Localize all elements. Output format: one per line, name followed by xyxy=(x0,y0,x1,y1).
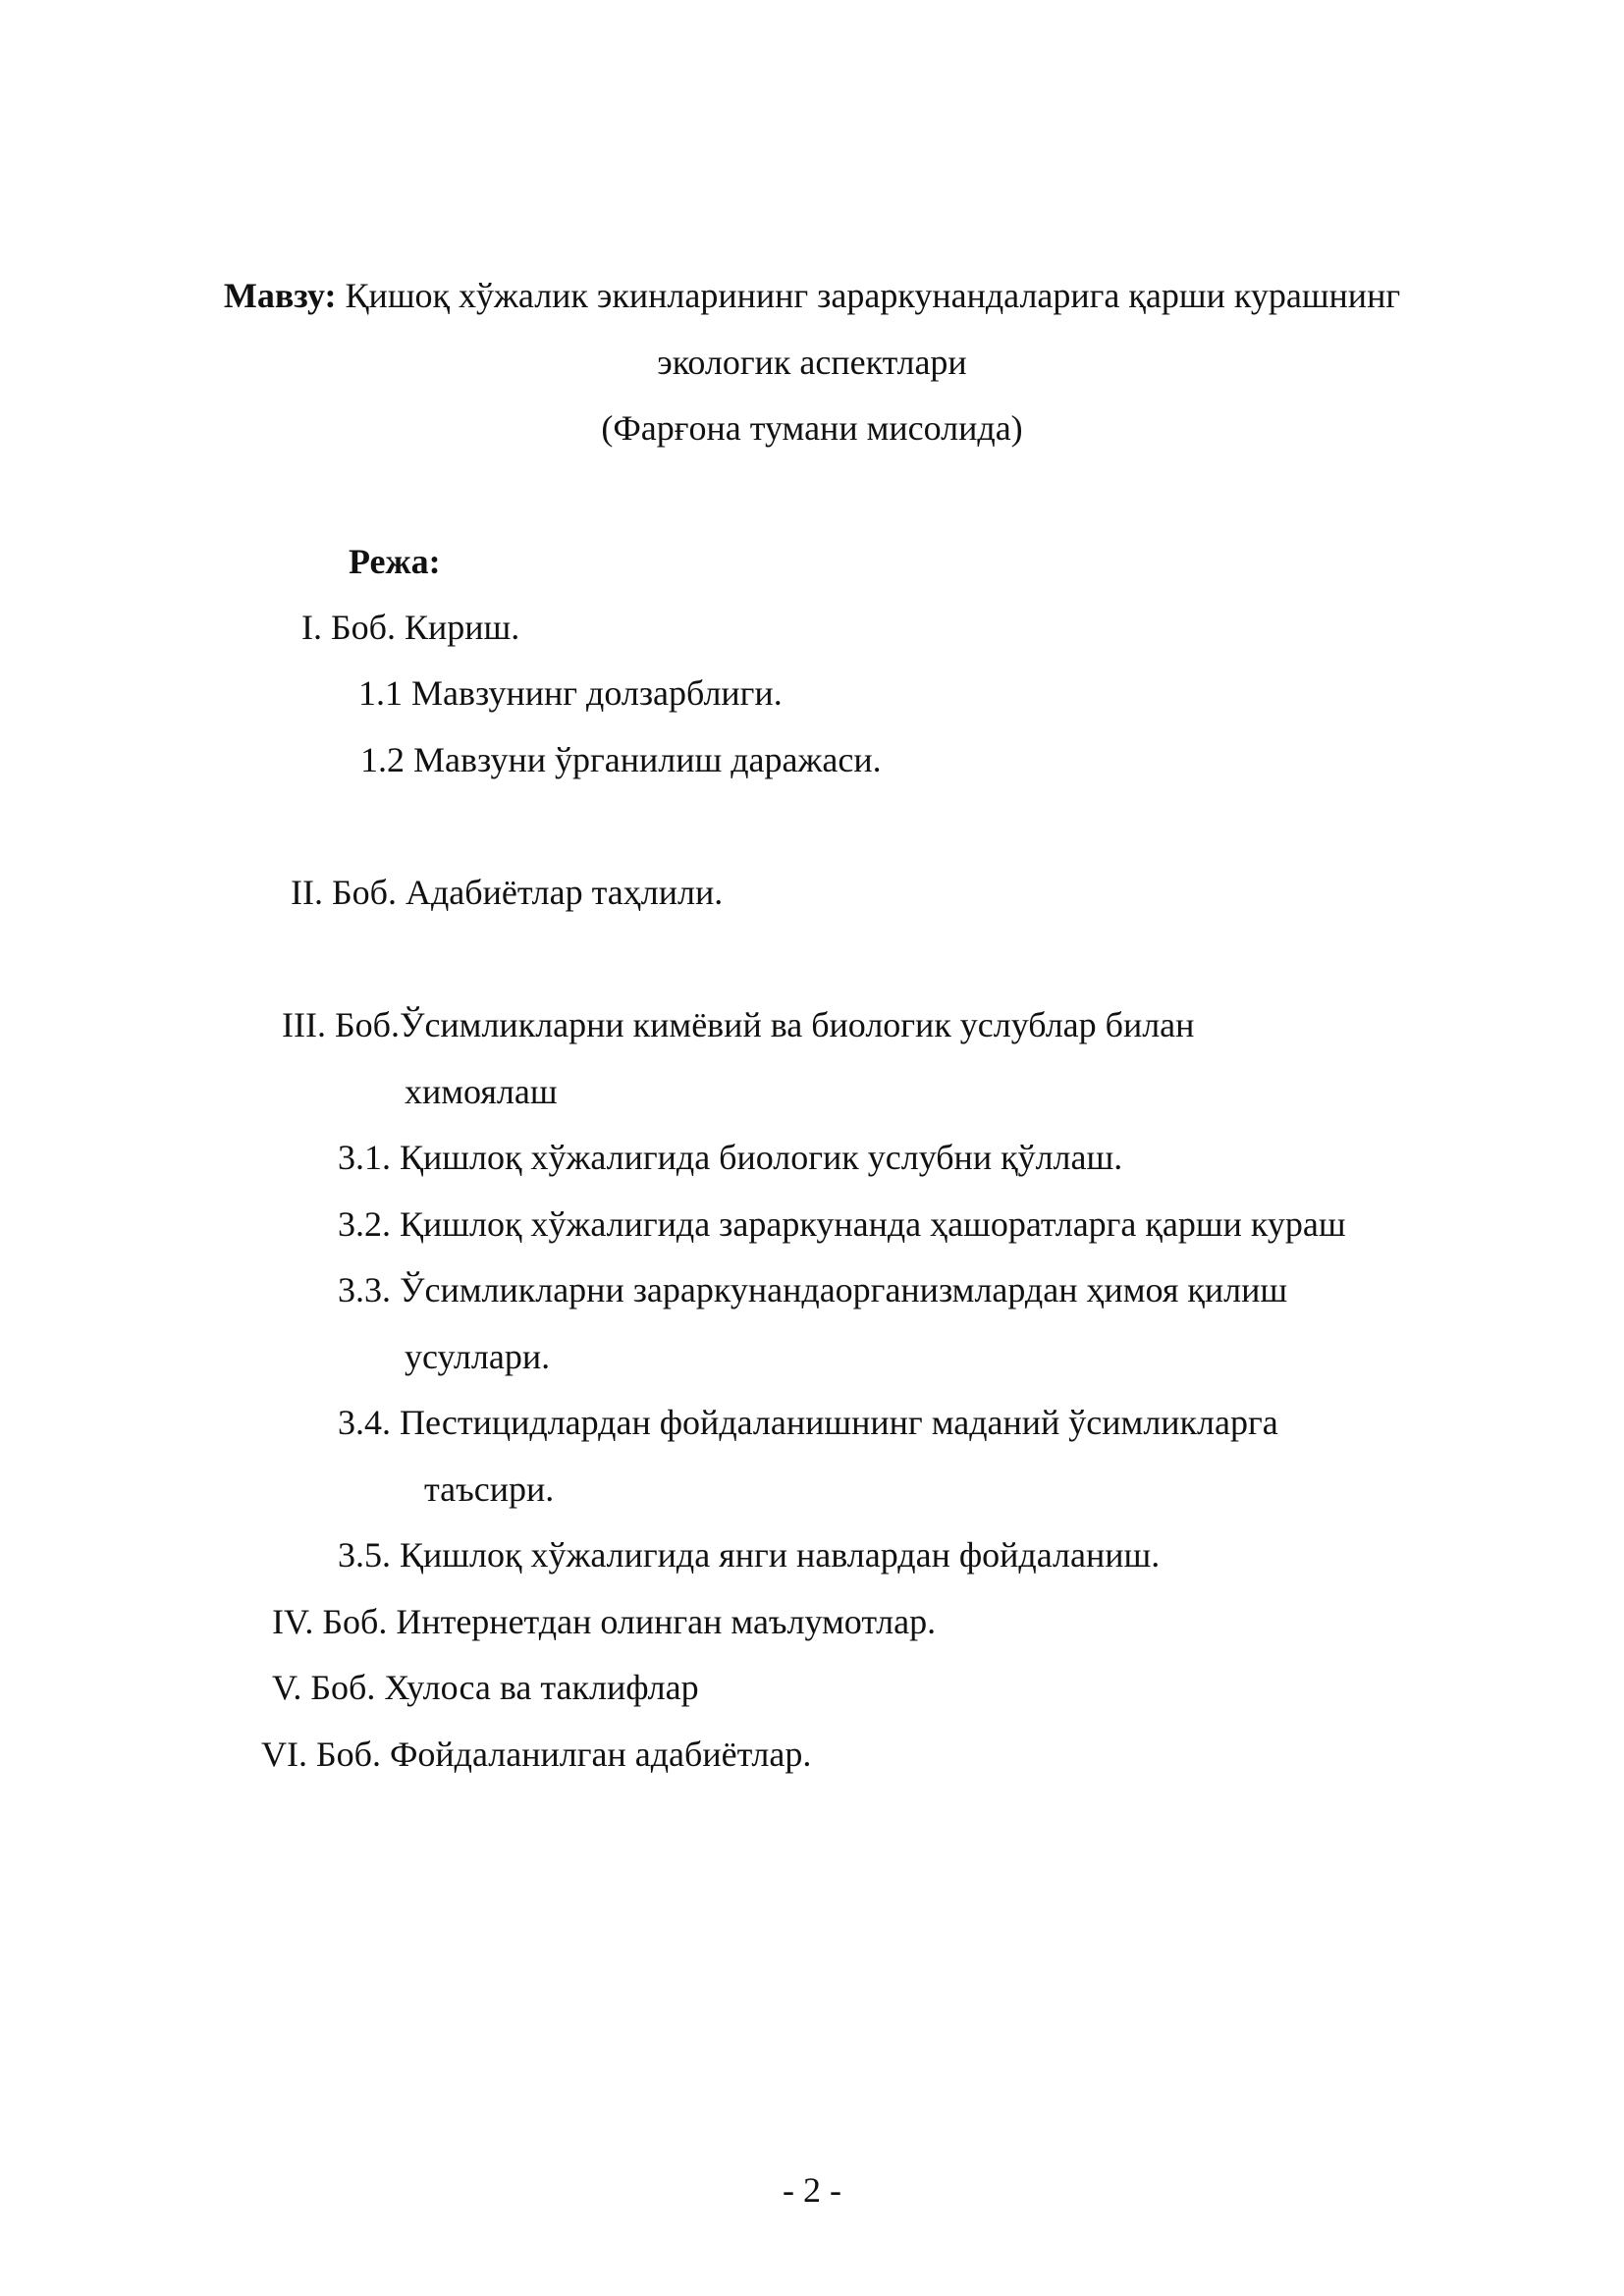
title-label: Мавзу: xyxy=(223,276,337,315)
plan-item-chapter-3-cont: химоялаш xyxy=(405,1072,558,1111)
plan-item-chapter-5: V. Боб. Хулоса ва таклифлар xyxy=(272,1668,699,1707)
plan-item-1-1: 1.1 Мавзунинг долзарблиги. xyxy=(358,673,783,713)
page-number: - 2 - xyxy=(783,2170,841,2210)
plan-item-3-2: 3.2. Қишлоқ хўжалигида зараркунанда ҳашоратларга қарши кураш xyxy=(338,1204,1346,1244)
title-text-1: Қишоқ хўжалик экинларининг зараркунандаларига қарши курашнинг xyxy=(336,276,1401,315)
plan-item-3-3: 3.3. Ўсимликларни зараркунандаорганизмлардан ҳимоя қилиш xyxy=(338,1270,1288,1309)
title-subtitle: (Фарғона тумани мисолида) xyxy=(601,408,1023,448)
plan-item-3-4-cont: таъсири. xyxy=(424,1469,555,1509)
plan-item-3-5: 3.5. Қишлоқ хўжалигида янги навлардан фойдаланиш. xyxy=(338,1535,1161,1575)
plan-item-chapter-3: III. Боб.Ўсимликларни кимёвий ва биологик услублар билан xyxy=(282,1005,1195,1044)
title-line-2: экологик аспектлари xyxy=(657,343,967,382)
title-line-1 xyxy=(0,278,1624,313)
plan-item-1-2: 1.2 Мавзуни ўрганилиш даражаси. xyxy=(360,740,882,779)
plan-item-3-4: 3.4. Пестицидлардан фойдаланишнинг маданий ўсимликларга xyxy=(338,1403,1278,1442)
plan-item-chapter-1: I. Боб. Кириш. xyxy=(301,608,520,647)
plan-item-chapter-2: II. Боб. Адабиётлар таҳлили. xyxy=(291,873,724,912)
plan-item-chapter-6: VI. Боб. Фойдаланилган адабиётлар. xyxy=(261,1735,812,1774)
plan-item-3-3-cont: усуллари. xyxy=(405,1337,551,1376)
plan-item-3-1: 3.1. Қишлоқ хўжалигида биологик услубни қўллаш. xyxy=(338,1138,1123,1177)
plan-item-chapter-4: IV. Боб. Интернетдан олинган маълумотлар. xyxy=(272,1602,937,1641)
plan-heading: Режа: xyxy=(349,542,441,581)
